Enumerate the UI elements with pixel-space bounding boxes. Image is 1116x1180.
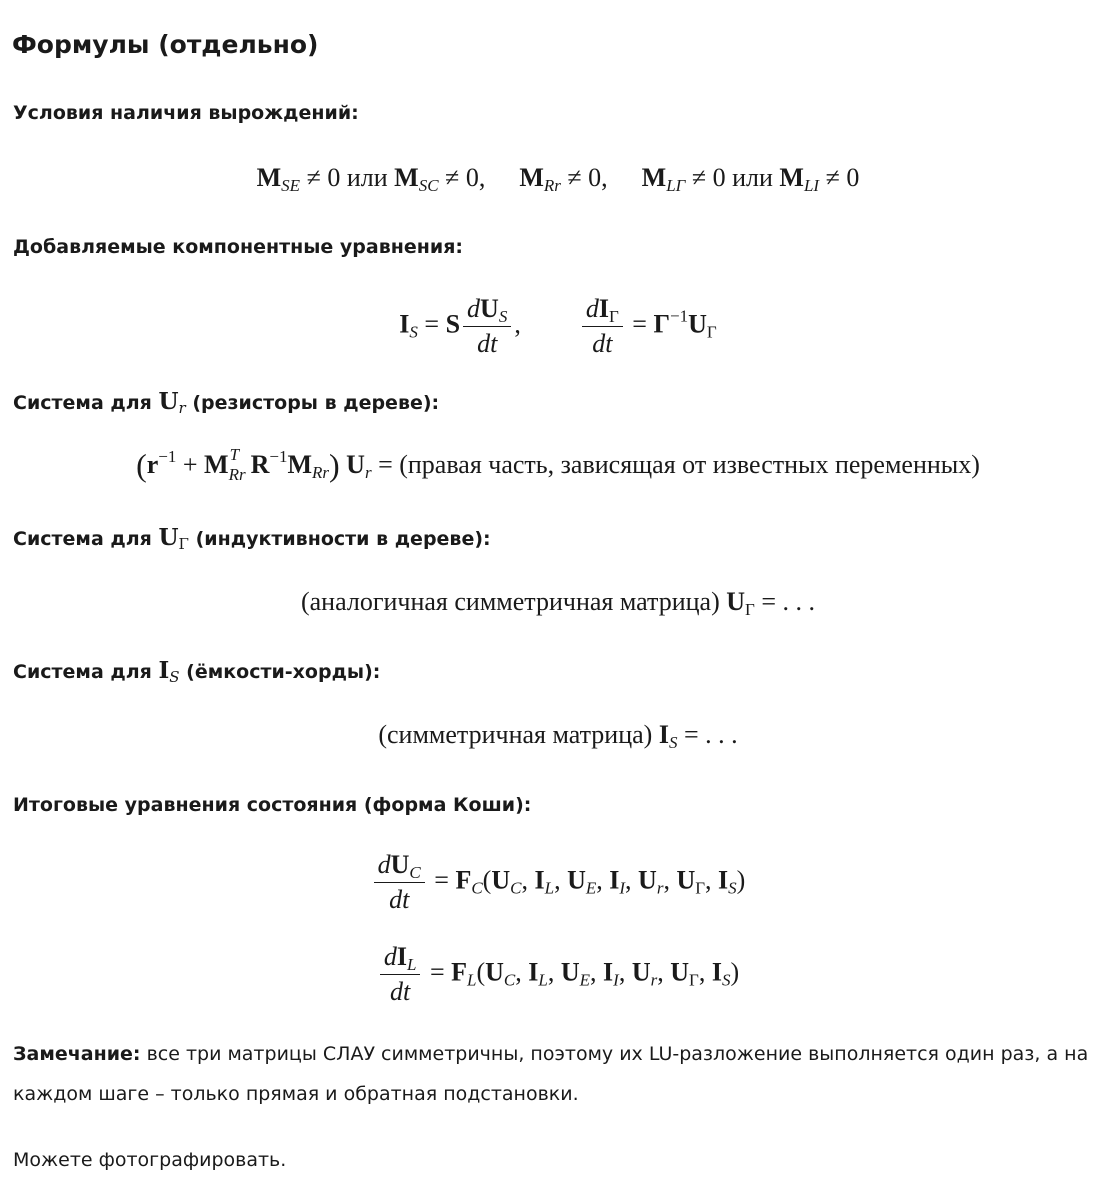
- rhs-text: (правая часть, зависящая от известных переменных): [399, 450, 980, 479]
- system-prefix: Система для: [13, 661, 152, 683]
- note-text: все три матрицы СЛАУ симметричны, поэтому их LU-разложение выполняется один раз, а на каждом шаге – только прямая и обратная подстановки.: [13, 1043, 1089, 1105]
- page-title: Формулы (отдельно): [12, 30, 319, 59]
- system-IS-desc: (ёмкости-хорды):: [186, 661, 381, 683]
- state-equation-UC: $\frac{dU_C}{dt}$ = $F_C(U_C$, $I_L$, $U_E$, $I_I$, $U_r$, $U_\Gamma$, $I_S$): [0, 850, 1116, 915]
- degeneracy-label: Условия наличия вырождений:: [13, 102, 359, 124]
- note-paragraph: [13, 1034, 1093, 1114]
- components-label: Добавляемые компонентные уравнения:: [13, 236, 464, 258]
- fraction-dIL-dt: $\frac{dI_L}{dt}$: [380, 942, 421, 1007]
- or-word-2: или: [732, 163, 773, 192]
- system-prefix: Система для: [13, 392, 152, 414]
- or-word-1: или: [346, 163, 388, 192]
- fraction-dUS-dt: $\frac{dU_S}{dt}$: [463, 294, 511, 359]
- system-Ur-formula: ($r^{-1} + M$ T Rr $R^{-1}M_{Rr}$) $U_r$ = (правая часть, зависящая от известных переменных): [136, 445, 980, 484]
- closing-text: Можете фотографировать.: [13, 1149, 287, 1171]
- system-UG-label: [13, 524, 491, 553]
- system-prefix: Система для: [13, 528, 152, 550]
- system-Ur-desc: (резисторы в дереве):: [192, 392, 440, 414]
- sym-matrix-text: (симметричная матрица): [378, 720, 653, 749]
- component-equations: $I_S = S$ $\frac{dU_S}{dt}$ , $\frac{dI_\Gamma}{dt}$ = $\Gamma^{-1}U_\Gamma$: [399, 294, 717, 358]
- note-label: Замечание:: [13, 1043, 141, 1065]
- system-UG-formula: (аналогичная симметричная матрица) $U_\Gamma$ = . . .: [300, 587, 816, 619]
- system-IS-formula: (симметричная матрица) $I_S$ = . . .: [378, 720, 738, 752]
- degeneracy-formula: $M_{SE} \ne 0$ или $M_{SC} \ne 0$, $M_{Rr} \ne 0$, $M_{L\Gamma} \ne 0$ или $M_{LI} \ne 0$: [256, 163, 860, 195]
- final-label: Итоговые уравнения состояния (форма Коши):: [13, 794, 532, 816]
- system-Ur-label: [13, 388, 439, 417]
- fraction-dUC-dt: $\frac{dU_C}{dt}$: [374, 850, 425, 915]
- fraction-dIG-dt: $\frac{dI_\Gamma}{dt}$: [582, 294, 623, 359]
- analog-matrix-text: (аналогичная симметричная матрица): [300, 587, 720, 616]
- state-equation-IL: $\frac{dI_L}{dt}$ = $F_L(U_C$, $I_L$, $U_E$, $I_I$, $U_r$, $U_\Gamma$, $I_S$): [0, 942, 1116, 1007]
- system-UG-desc: (индуктивности в дереве):: [195, 528, 491, 550]
- symbol-IS: $I_S$: [158, 657, 180, 686]
- symbol-UG: $U_\Gamma$: [158, 524, 189, 553]
- symbol-Ur: $U_r$: [158, 388, 186, 417]
- system-IS-label: [13, 657, 380, 686]
